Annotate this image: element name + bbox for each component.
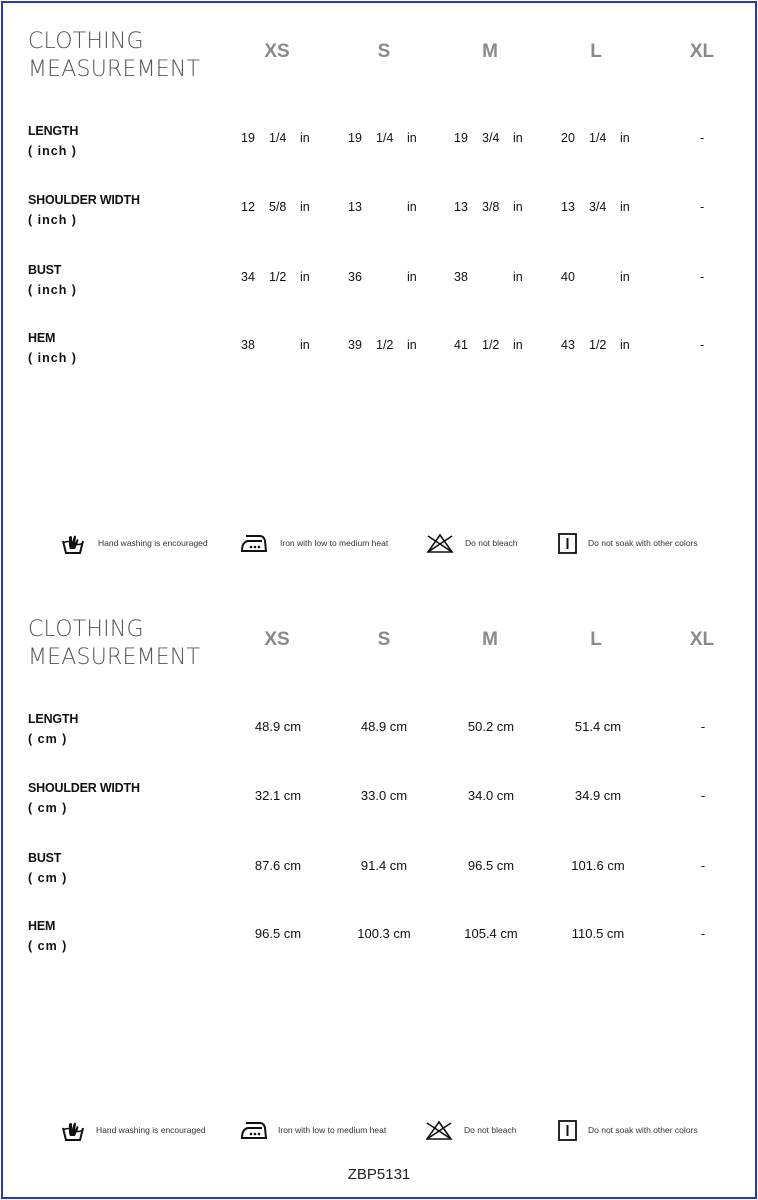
measurement-cell: - bbox=[700, 926, 706, 941]
title-line-1: CLOTHING bbox=[28, 617, 144, 642]
care-instructions bbox=[0, 1117, 758, 1147]
whole-value: 13 bbox=[561, 200, 575, 214]
row-unit: ( inch ) bbox=[28, 351, 77, 365]
row-label-text: SHOULDER WIDTH bbox=[28, 193, 140, 207]
iron-icon bbox=[240, 532, 268, 554]
whole-value: 19 bbox=[241, 131, 255, 145]
row-label-text: LENGTH bbox=[28, 124, 79, 138]
row-label bbox=[28, 328, 77, 368]
row-label-text: BUST bbox=[28, 851, 62, 865]
no-soak-icon bbox=[556, 1119, 580, 1143]
fraction-value: 1/2 bbox=[589, 338, 607, 352]
measurement-cell: - bbox=[700, 858, 706, 873]
row-label bbox=[28, 778, 140, 818]
row-label-text: LENGTH bbox=[28, 712, 79, 726]
section-title bbox=[28, 28, 200, 84]
unit-value: in bbox=[407, 270, 417, 284]
whole-value: 38 bbox=[241, 338, 255, 352]
unit-value: in bbox=[300, 270, 310, 284]
row-unit: ( inch ) bbox=[28, 283, 77, 297]
section-title bbox=[28, 616, 200, 672]
no-bleach-icon bbox=[424, 1119, 454, 1141]
size-header-xs: XS bbox=[264, 41, 290, 62]
fraction-value: 1/2 bbox=[269, 270, 287, 284]
whole-value: 39 bbox=[348, 338, 362, 352]
fraction-value: 5/8 bbox=[269, 200, 287, 214]
row-label-text: HEM bbox=[28, 919, 56, 933]
unit-value: in bbox=[620, 131, 630, 145]
whole-value: 19 bbox=[454, 131, 468, 145]
no-bleach-icon bbox=[425, 532, 455, 554]
row-label bbox=[28, 260, 77, 300]
unit-value: in bbox=[300, 131, 310, 145]
measurement-cell: 101.6 cm bbox=[571, 858, 625, 873]
row-label bbox=[28, 848, 67, 888]
row-label-text: BUST bbox=[28, 263, 62, 277]
unit-value: in bbox=[513, 131, 523, 145]
care-text: Do not soak with other colors bbox=[588, 1125, 698, 1135]
fraction-value: 3/8 bbox=[482, 200, 500, 214]
measurement-cell: 34.9 cm bbox=[574, 788, 622, 803]
title-line-1: CLOTHING bbox=[28, 29, 144, 54]
whole-value: 36 bbox=[348, 270, 362, 284]
size-header-xl: XL bbox=[689, 41, 715, 62]
iron-icon bbox=[240, 1119, 268, 1141]
unit-value: in bbox=[407, 200, 417, 214]
measurement-cell: 48.9 cm bbox=[360, 719, 408, 734]
unit-value: in bbox=[407, 131, 417, 145]
size-header-m: M bbox=[482, 41, 498, 62]
measurement-cell: 32.1 cm bbox=[254, 788, 302, 803]
whole-value: 34 bbox=[241, 270, 255, 284]
size-header-xs: XS bbox=[264, 629, 290, 650]
empty-value: - bbox=[700, 270, 705, 284]
care-instructions bbox=[0, 530, 758, 560]
care-text: Do not soak with other colors bbox=[588, 538, 698, 548]
unit-value: in bbox=[620, 338, 630, 352]
size-header-l: L bbox=[590, 629, 602, 650]
size-header-s: S bbox=[377, 41, 391, 62]
measurement-cell: 91.4 cm bbox=[360, 858, 408, 873]
product-code: ZBP5131 bbox=[347, 1166, 411, 1183]
whole-value: 13 bbox=[454, 200, 468, 214]
care-text: Iron with low to medium heat bbox=[278, 1125, 387, 1135]
fraction-value: 1/4 bbox=[269, 131, 287, 145]
fraction-value: 1/2 bbox=[376, 338, 394, 352]
empty-value: - bbox=[700, 338, 705, 352]
unit-value: in bbox=[300, 200, 310, 214]
row-unit: ( inch ) bbox=[28, 213, 77, 227]
size-header-m: M bbox=[482, 629, 498, 650]
row-label bbox=[28, 121, 78, 161]
row-unit: ( cm ) bbox=[28, 871, 68, 885]
row-unit: ( inch ) bbox=[28, 144, 77, 158]
no-soak-icon bbox=[556, 532, 580, 556]
unit-value: in bbox=[513, 200, 523, 214]
measurement-cell: 48.9 cm bbox=[254, 719, 302, 734]
title-line-2: MEASUREMENT bbox=[28, 645, 201, 670]
measurement-cell: 105.4 cm bbox=[464, 926, 518, 941]
row-label-text: SHOULDER WIDTH bbox=[28, 781, 140, 795]
fraction-value: 3/4 bbox=[589, 200, 607, 214]
unit-value: in bbox=[407, 338, 417, 352]
measurement-cell: 96.5 cm bbox=[254, 926, 302, 941]
whole-value: 13 bbox=[348, 200, 362, 214]
whole-value: 43 bbox=[561, 338, 575, 352]
care-text: Iron with low to medium heat bbox=[280, 538, 389, 548]
measurement-cell: 87.6 cm bbox=[254, 858, 302, 873]
row-unit: ( cm ) bbox=[28, 801, 68, 815]
whole-value: 41 bbox=[454, 338, 468, 352]
whole-value: 38 bbox=[454, 270, 468, 284]
fraction-value: 1/2 bbox=[482, 338, 500, 352]
whole-value: 20 bbox=[561, 131, 575, 145]
hand-wash-icon bbox=[60, 1119, 86, 1143]
size-header-l: L bbox=[590, 41, 602, 62]
measurement-cell: 96.5 cm bbox=[467, 858, 515, 873]
unit-value: in bbox=[620, 270, 630, 284]
care-text: Hand washing is encouraged bbox=[96, 1125, 206, 1135]
care-text: Do not bleach bbox=[465, 538, 518, 548]
size-header-s: S bbox=[377, 629, 391, 650]
title-line-2: MEASUREMENT bbox=[28, 57, 201, 82]
unit-value: in bbox=[620, 200, 630, 214]
whole-value: 19 bbox=[348, 131, 362, 145]
empty-value: - bbox=[700, 200, 705, 214]
row-unit: ( cm ) bbox=[28, 939, 68, 953]
measurement-cell: 33.0 cm bbox=[360, 788, 408, 803]
unit-value: in bbox=[300, 338, 310, 352]
unit-value: in bbox=[513, 270, 523, 284]
care-text: Hand washing is encouraged bbox=[98, 538, 208, 548]
measurement-cell: - bbox=[700, 788, 706, 803]
fraction-value: 1/4 bbox=[376, 131, 394, 145]
row-label bbox=[28, 709, 78, 749]
row-unit: ( cm ) bbox=[28, 732, 68, 746]
measurement-cell: 51.4 cm bbox=[574, 719, 622, 734]
page-frame bbox=[1, 1, 757, 1199]
measurement-cell: 110.5 cm bbox=[571, 926, 625, 941]
whole-value: 12 bbox=[241, 200, 255, 214]
size-header-xl: XL bbox=[689, 629, 715, 650]
measurement-cell: 50.2 cm bbox=[467, 719, 515, 734]
measurement-cell: 34.0 cm bbox=[467, 788, 515, 803]
fraction-value: 3/4 bbox=[482, 131, 500, 145]
row-label-text: HEM bbox=[28, 331, 56, 345]
hand-wash-icon bbox=[60, 532, 86, 556]
row-label bbox=[28, 190, 140, 230]
row-label bbox=[28, 916, 67, 956]
unit-value: in bbox=[513, 338, 523, 352]
measurement-cell: - bbox=[700, 719, 706, 734]
empty-value: - bbox=[700, 131, 705, 145]
whole-value: 40 bbox=[561, 270, 575, 284]
measurement-cell: 100.3 cm bbox=[357, 926, 411, 941]
care-text: Do not bleach bbox=[464, 1125, 517, 1135]
fraction-value: 1/4 bbox=[589, 131, 607, 145]
